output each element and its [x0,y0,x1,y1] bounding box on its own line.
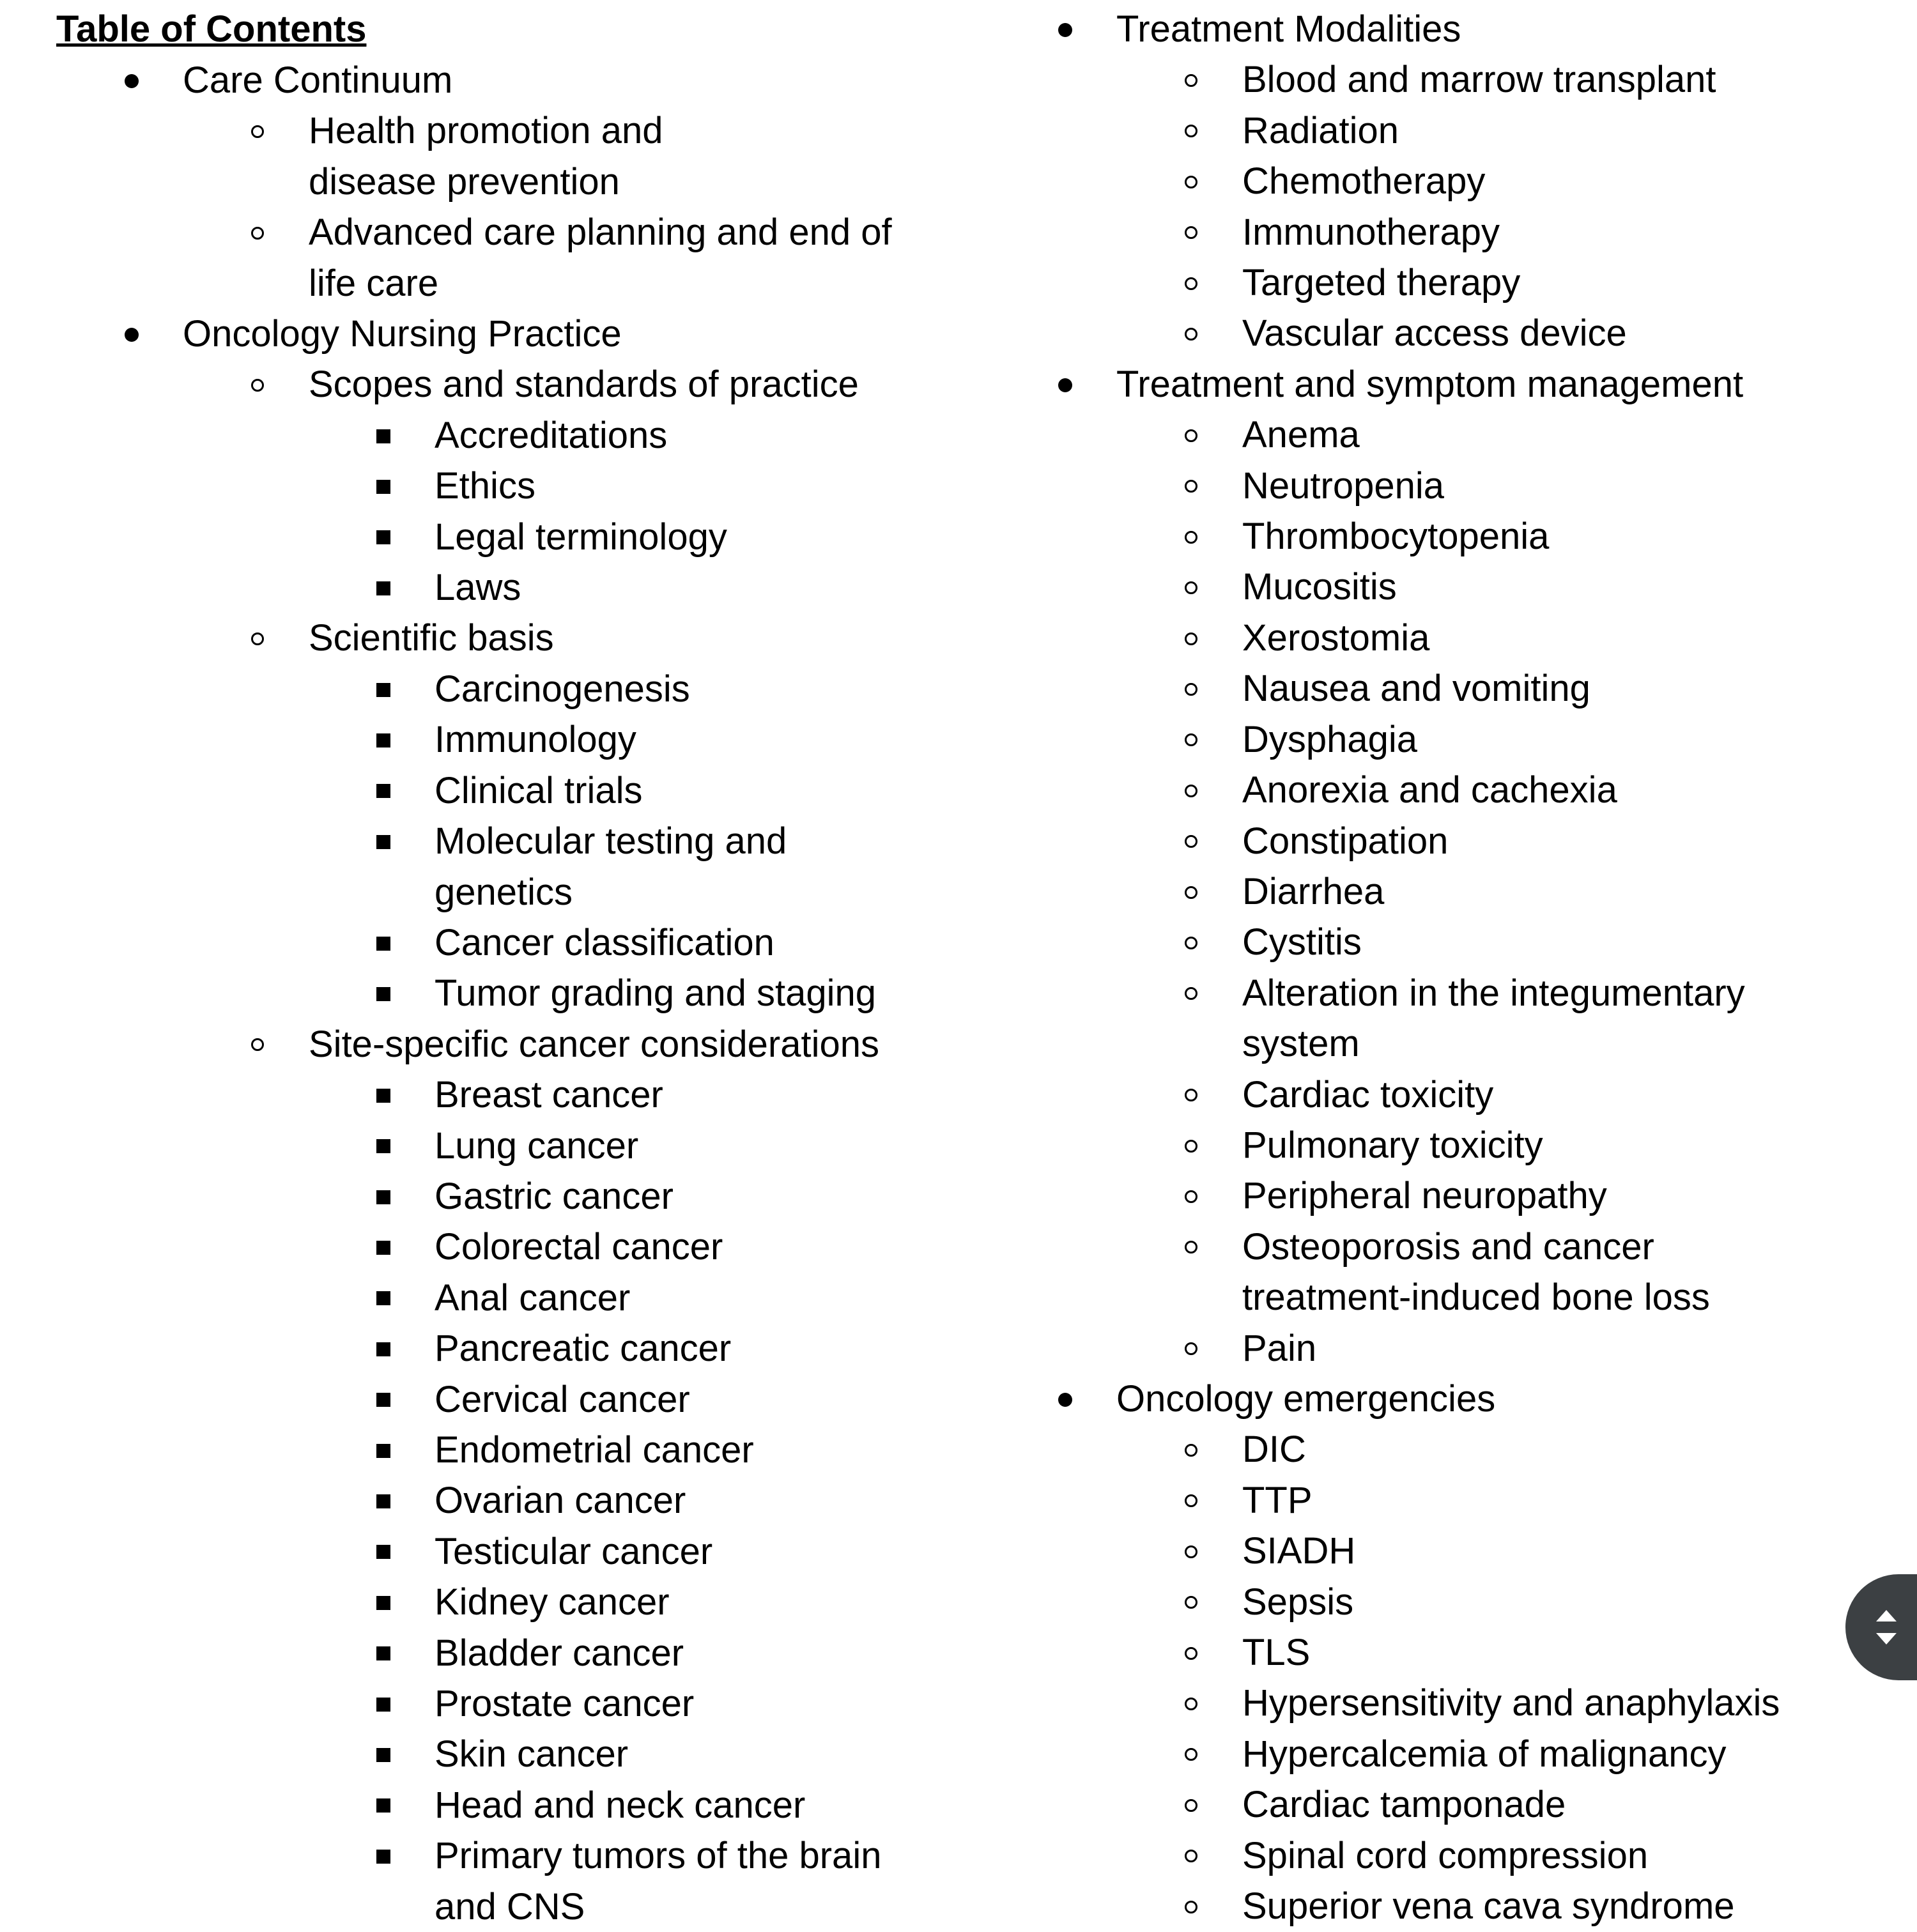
toc-item[interactable] [0,1830,920,1932]
toc-item[interactable] [0,1374,920,1425]
circle-bullet-icon [1172,663,1210,714]
toc-item[interactable] [939,663,1847,714]
subsection-label: Scopes and standards of practice [309,364,859,406]
item-label: Targeted therapy [1242,262,1521,304]
circle-bullet-icon [1172,1830,1210,1881]
toc-item[interactable] [0,461,920,511]
toc-left-column [0,55,920,1932]
circle-bullet-icon [1172,1120,1210,1170]
disc-bullet-icon [1046,1374,1084,1424]
item-label: Cancer classification [435,921,774,963]
square-bullet-icon [364,1526,403,1577]
toc-item[interactable] [939,613,1847,663]
toc-item[interactable] [0,410,920,461]
toc-item[interactable] [0,1273,920,1323]
circle-bullet-icon [1172,1222,1210,1272]
item-label: SIADH [1242,1530,1356,1572]
item-label: Carcinogenesis [435,668,690,710]
item-label: Dysphagia [1242,718,1418,760]
circle-bullet-icon [1172,562,1210,612]
toc-item[interactable] [0,1121,920,1171]
square-bullet-icon [364,1121,403,1171]
square-bullet-icon [364,1628,403,1678]
circle-bullet-icon [1172,1627,1210,1678]
disc-bullet-icon [112,309,151,359]
square-bullet-icon [364,1475,403,1526]
circle-bullet-icon [1172,866,1210,917]
item-label: Diarrhea [1242,870,1385,912]
circle-bullet-icon [238,1019,277,1070]
toc-item[interactable] [0,1577,920,1627]
toc-item[interactable] [939,562,1847,612]
item-label: Prostate cancer [435,1683,695,1724]
circle-bullet-icon [1172,917,1210,967]
toc-item[interactable] [0,512,920,562]
toc-item[interactable] [0,1729,920,1779]
item-label: Pulmonary toxicity [1242,1124,1543,1166]
item-label: Constipation [1242,820,1449,862]
toc-item[interactable] [0,207,920,309]
circle-bullet-icon [238,207,277,257]
toc-section-oncology-emergencies[interactable] [939,1374,1847,1424]
circle-bullet-icon [1172,207,1210,257]
toc-item[interactable] [939,105,1847,156]
item-label: Gastric cancer [435,1175,674,1217]
item-label: Mucositis [1242,566,1397,608]
circle-bullet-icon [1172,1475,1210,1526]
toc-item[interactable] [0,816,920,917]
toc-item[interactable] [939,257,1847,308]
item-label: Testicular cancer [435,1530,713,1572]
toc-item[interactable] [939,1475,1847,1526]
toc-item[interactable] [939,968,1847,1070]
toc-item[interactable] [939,461,1847,511]
toc-item[interactable] [939,1424,1847,1475]
square-bullet-icon [364,1780,403,1830]
circle-bullet-icon [238,105,277,156]
circle-bullet-icon [1172,308,1210,358]
item-label: Lung cancer [435,1124,639,1167]
toc-item[interactable] [939,1830,1847,1881]
toc-item[interactable] [939,1577,1847,1627]
item-label: Pain [1242,1327,1317,1369]
circle-bullet-icon [1172,968,1210,1018]
item-label: Molecular testing and genetics [435,820,787,913]
disc-bullet-icon [1046,4,1084,54]
toc-subsection-scientific-basis[interactable] [0,613,920,663]
toc-item[interactable] [939,1881,1847,1931]
disc-bullet-icon [112,55,151,105]
item-label: TTP [1242,1479,1313,1521]
toc-item[interactable] [0,105,920,207]
up-arrow-icon[interactable] [1876,1610,1897,1621]
circle-bullet-icon [1172,1678,1210,1728]
toc-item[interactable] [939,207,1847,257]
toc-item[interactable] [939,410,1847,460]
item-label: Osteoporosis and cancer treatment-induced bone loss [1242,1225,1710,1319]
toc-subsection-scopes[interactable] [0,359,920,410]
item-label: Spinal cord compression [1242,1834,1649,1876]
item-label: Alteration in the integumentary system [1242,972,1745,1065]
toc-item[interactable] [0,1780,920,1830]
toc-item[interactable] [0,562,920,613]
item-label: Chemotherapy [1242,160,1486,203]
toc-item[interactable] [0,714,920,765]
scroll-navigation-widget[interactable] [1845,1574,1917,1680]
toc-item[interactable] [939,1120,1847,1170]
page-title: Table of Contents [56,8,367,50]
toc-item[interactable] [939,511,1847,562]
item-label: Ovarian cancer [435,1480,686,1522]
toc-item[interactable] [939,765,1847,815]
subsection-label: Site-specific cancer considerations [309,1023,879,1065]
square-bullet-icon [364,765,403,816]
circle-bullet-icon [1172,613,1210,663]
toc-item[interactable] [939,1627,1847,1678]
toc-item[interactable] [939,156,1847,206]
item-label: Ethics [435,465,535,507]
toc-item[interactable] [0,968,920,1018]
toc-item[interactable] [939,1779,1847,1830]
section-label: Oncology Nursing Practice [183,313,622,355]
toc-section-care-continuum[interactable] [0,55,920,105]
circle-bullet-icon [238,613,277,663]
circle-bullet-icon [1172,765,1210,815]
toc-item[interactable] [0,1222,920,1272]
circle-bullet-icon [1172,511,1210,562]
toc-item[interactable] [939,1222,1847,1323]
item-label: TLS [1242,1632,1311,1673]
toc-item[interactable] [939,1070,1847,1120]
toc-item[interactable] [0,1323,920,1374]
square-bullet-icon [364,1222,403,1272]
toc-item[interactable] [0,1678,920,1729]
item-label: Anal cancer [435,1276,631,1319]
item-label: Nausea and vomiting [1242,668,1590,710]
item-label: Laws [435,567,521,609]
subsection-label: Scientific basis [309,617,554,659]
square-bullet-icon [364,816,403,866]
down-arrow-icon[interactable] [1876,1633,1897,1644]
section-label: Oncology emergencies [1116,1377,1496,1420]
item-label: Primary tumors of the brain and CNS [435,1835,882,1928]
circle-bullet-icon [1172,714,1210,765]
item-label: Advanced care planning and end of life care [309,211,892,304]
square-bullet-icon [364,1323,403,1374]
toc-item[interactable] [939,1729,1847,1779]
item-label: Clinical trials [435,769,643,811]
circle-bullet-icon [1172,1070,1210,1120]
item-label: Immunotherapy [1242,211,1500,253]
toc-item[interactable] [939,1170,1847,1221]
item-label: Thrombocytopenia [1242,516,1550,558]
section-label: Treatment Modalities [1116,8,1461,50]
disc-bullet-icon [1046,359,1084,410]
item-label: Blood and marrow transplant [1242,59,1716,101]
circle-bullet-icon [1172,54,1210,105]
item-label: Cardiac toxicity [1242,1073,1494,1116]
item-label: Accreditations [435,414,668,456]
toc-item[interactable] [939,1323,1847,1374]
item-label: Cervical cancer [435,1378,690,1420]
circle-bullet-icon [1172,461,1210,511]
square-bullet-icon [364,1273,403,1323]
toc-item[interactable] [0,664,920,714]
section-label: Care Continuum [183,59,453,101]
circle-bullet-icon [1172,1424,1210,1475]
item-label: Health promotion and disease prevention [309,110,663,203]
toc-right-column [939,4,1847,1931]
square-bullet-icon [364,1830,403,1881]
square-bullet-icon [364,664,403,714]
circle-bullet-icon [1172,156,1210,206]
circle-bullet-icon [1172,816,1210,866]
item-label: Xerostomia [1242,617,1430,659]
circle-bullet-icon [1172,1170,1210,1221]
item-label: Hypercalcemia of malignancy [1242,1733,1727,1775]
toc-item[interactable] [0,765,920,816]
toc-item[interactable] [0,1526,920,1577]
square-bullet-icon [364,1171,403,1222]
toc-section-treatment-symptom-management[interactable] [939,359,1847,410]
square-bullet-icon [364,461,403,511]
item-label: Cystitis [1242,921,1362,963]
circle-bullet-icon [1172,1323,1210,1374]
circle-bullet-icon [1172,105,1210,156]
item-label: Tumor grading and staging [435,972,877,1015]
item-label: Head and neck cancer [435,1784,806,1826]
item-label: Skin cancer [435,1733,629,1775]
toc-item[interactable] [939,1526,1847,1576]
toc-subsection-site-specific[interactable] [0,1019,920,1070]
toc-item[interactable] [939,1678,1847,1728]
toc-item[interactable] [0,1425,920,1475]
toc-item[interactable] [939,54,1847,105]
toc-section-treatment-modalities[interactable] [939,4,1847,54]
item-label: Peripheral neuropathy [1242,1175,1607,1217]
square-bullet-icon [364,410,403,461]
item-label: Bladder cancer [435,1632,684,1674]
circle-bullet-icon [238,359,277,410]
item-label: Anorexia and cachexia [1242,769,1617,811]
circle-bullet-icon [1172,257,1210,308]
toc-item[interactable] [939,917,1847,967]
toc-item[interactable] [939,714,1847,765]
item-label: Radiation [1242,109,1399,151]
square-bullet-icon [364,1577,403,1627]
circle-bullet-icon [1172,1779,1210,1830]
square-bullet-icon [364,917,403,968]
square-bullet-icon [364,714,403,765]
item-label: Endometrial cancer [435,1429,754,1471]
item-label: Sepsis [1242,1581,1354,1623]
item-label: Colorectal cancer [435,1226,723,1268]
square-bullet-icon [364,1425,403,1475]
item-label: Neutropenia [1242,464,1444,507]
square-bullet-icon [364,512,403,562]
circle-bullet-icon [1172,1881,1210,1931]
item-label: Hypersensitivity and anaphylaxis [1242,1682,1780,1724]
item-label: Cardiac tamponade [1242,1784,1566,1826]
item-label: Immunology [435,719,636,761]
toc-section-oncology-nursing-practice[interactable] [0,309,920,359]
section-label: Treatment and symptom management [1116,363,1744,405]
square-bullet-icon [364,1729,403,1779]
item-label: DIC [1242,1429,1306,1471]
item-label: Superior vena cava syndrome [1242,1885,1735,1928]
item-label: Anema [1242,414,1360,456]
circle-bullet-icon [1172,1729,1210,1779]
toc-item[interactable] [939,308,1847,358]
circle-bullet-icon [1172,410,1210,460]
circle-bullet-icon [1172,1526,1210,1576]
item-label: Kidney cancer [435,1581,670,1623]
toc-item[interactable] [0,1070,920,1120]
item-label: Vascular access device [1242,312,1627,355]
toc-item[interactable] [939,866,1847,917]
square-bullet-icon [364,1678,403,1729]
square-bullet-icon [364,1070,403,1120]
circle-bullet-icon [1172,1577,1210,1627]
item-label: Pancreatic cancer [435,1328,732,1370]
toc-item[interactable] [0,1475,920,1526]
square-bullet-icon [364,1374,403,1425]
item-label: Legal terminology [435,516,727,558]
item-label: Breast cancer [435,1074,663,1116]
square-bullet-icon [364,562,403,613]
square-bullet-icon [364,968,403,1018]
toc-item[interactable] [939,816,1847,866]
toc-item[interactable] [0,1171,920,1222]
toc-item[interactable] [0,1628,920,1678]
toc-item[interactable] [0,917,920,968]
